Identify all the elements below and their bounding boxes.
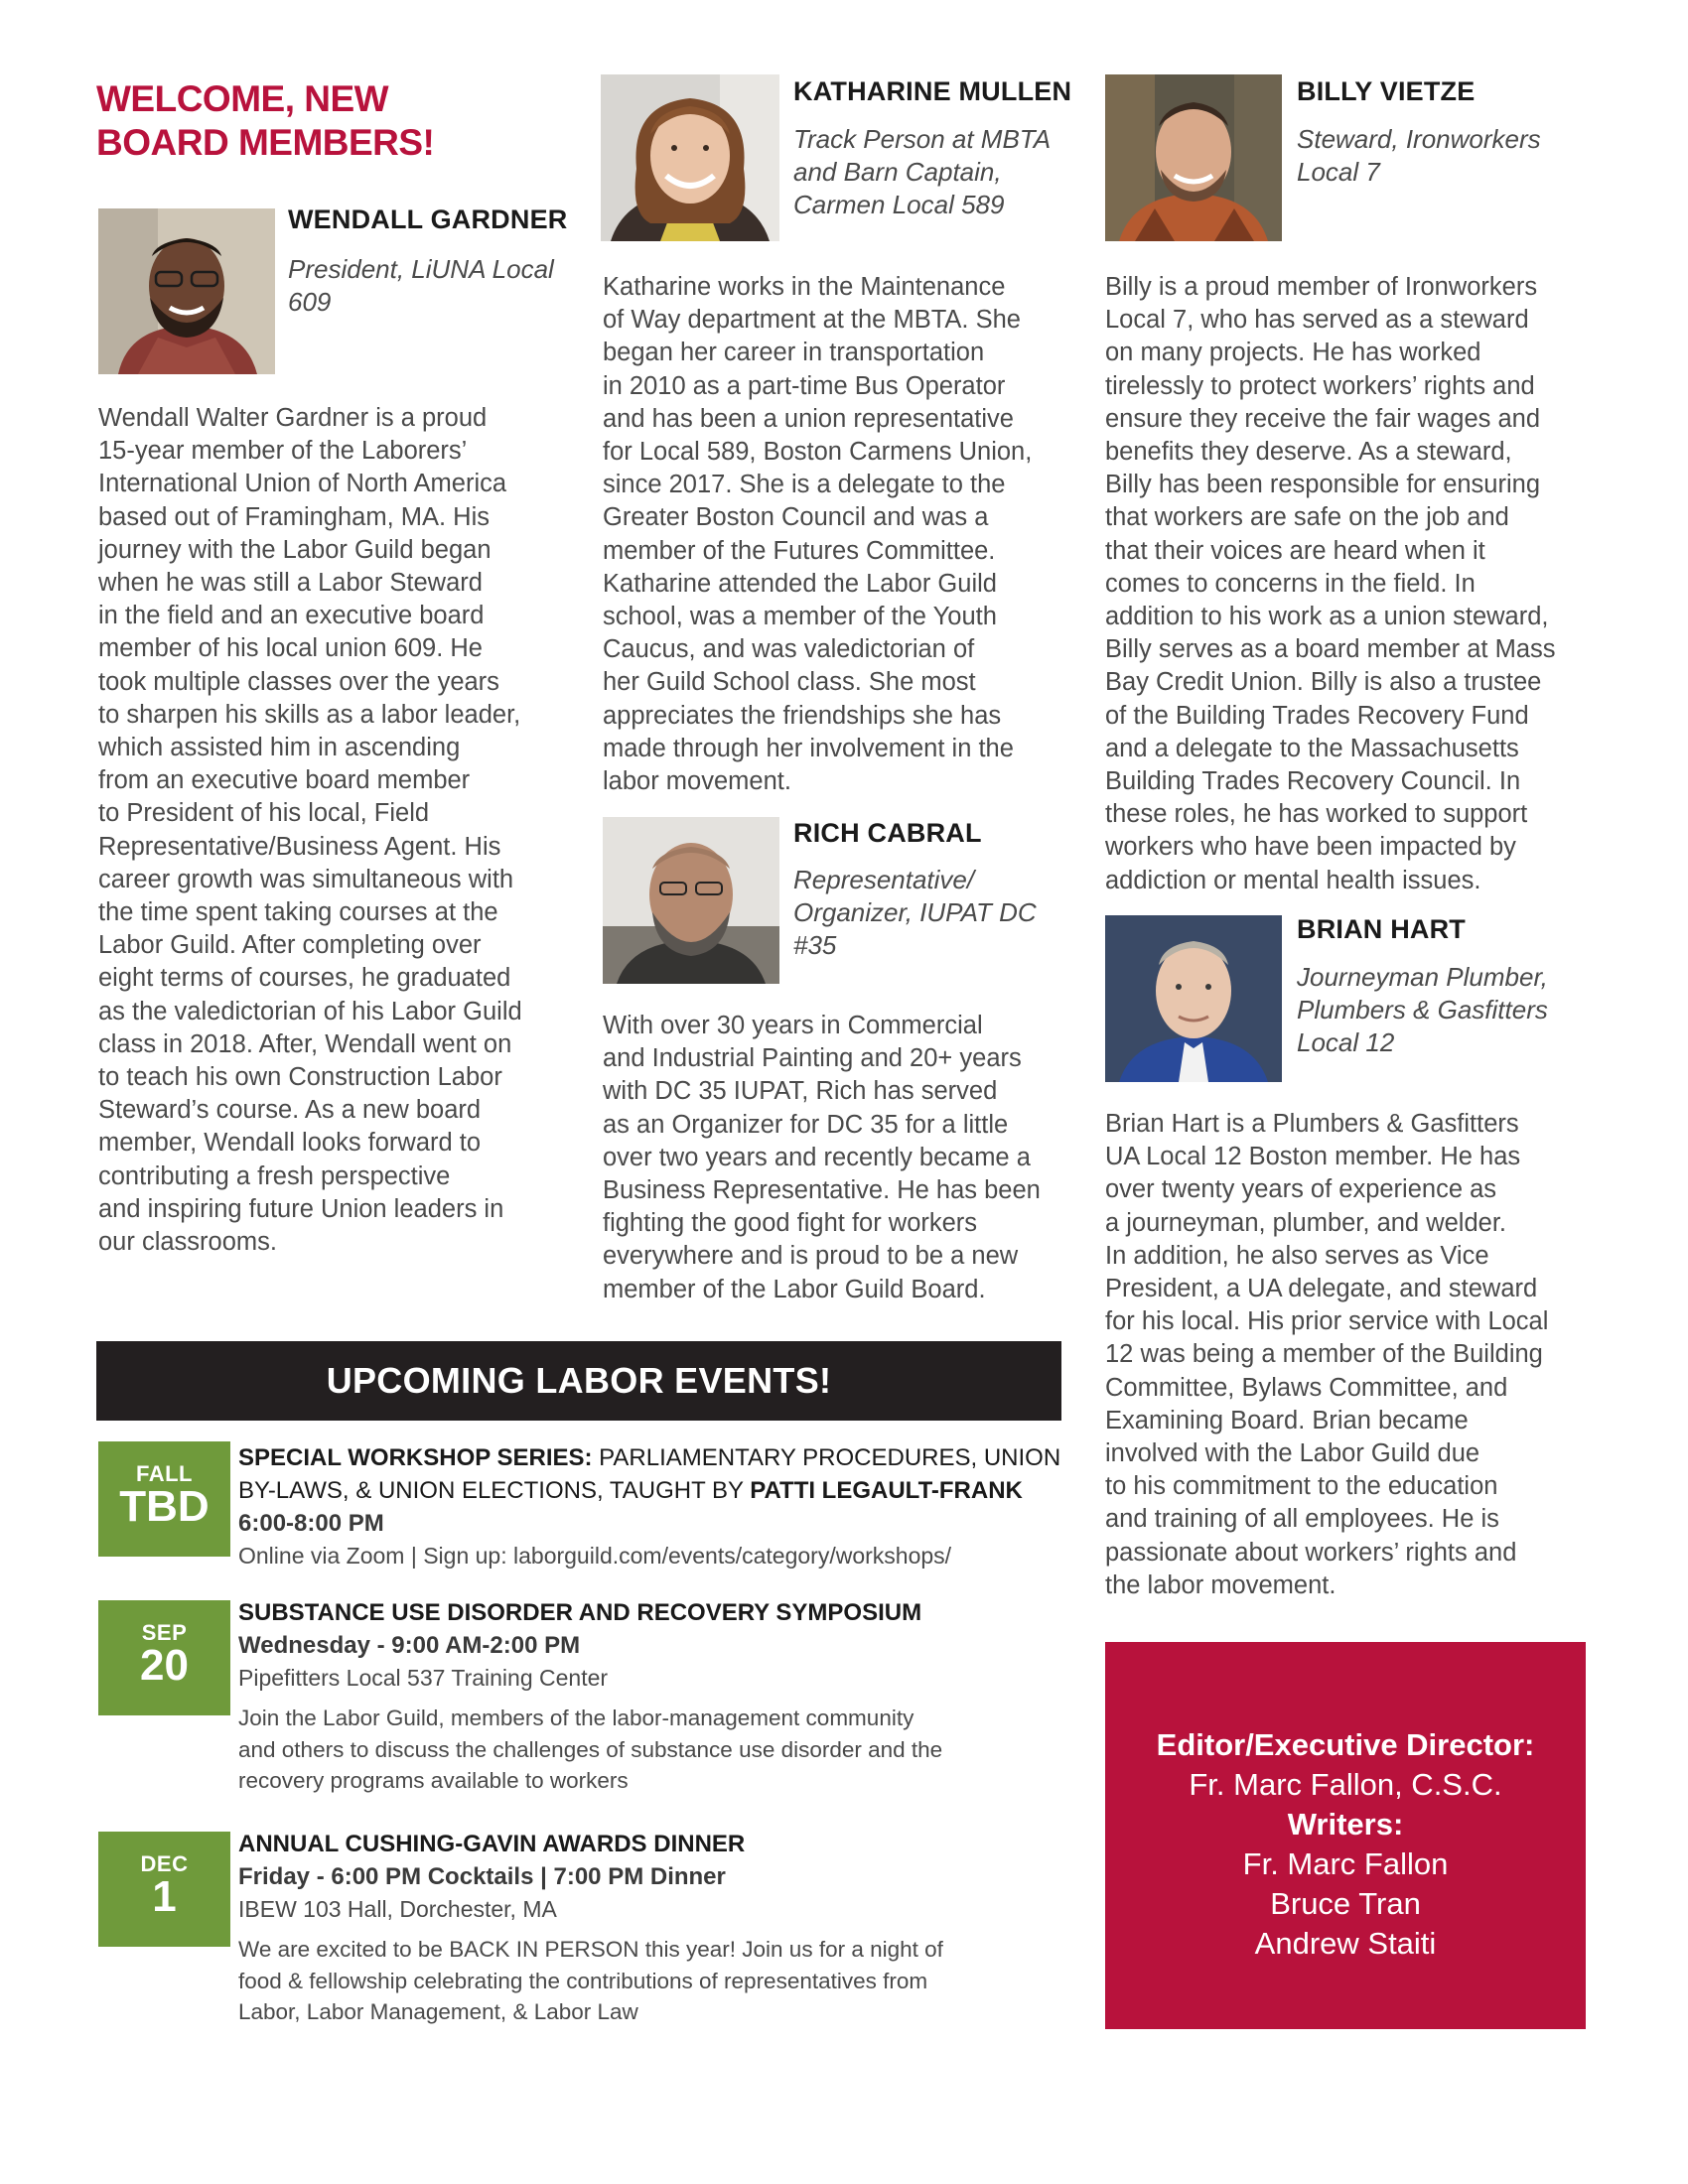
bio-line: began her career in transportation — [603, 339, 985, 367]
member-role-gardner — [288, 253, 554, 319]
bio-line: career growth was simultaneous with — [98, 865, 514, 893]
bio-line: and inspiring future Union leaders in — [98, 1194, 504, 1223]
page-headline — [96, 77, 434, 165]
portrait-mullen-image — [601, 74, 779, 241]
bio-line: Bay Credit Union. Billy is also a trustee — [1105, 668, 1542, 697]
member-name-mullen: KATHARINE MULLEN — [793, 76, 1072, 106]
member-bio-cabral — [603, 1010, 1041, 1306]
editor-label: Editor/Executive Director: — [1156, 1727, 1535, 1762]
role-line: Organizer, IUPAT DC — [793, 897, 1037, 927]
role-line: Plumbers & Gasfitters — [1297, 995, 1548, 1024]
bio-line: a journeyman, plumber, and welder. — [1105, 1208, 1506, 1237]
bio-line: Greater Boston Council and was a — [603, 503, 989, 532]
bio-line: Billy serves as a board member at Mass — [1105, 635, 1556, 664]
role-line: Journeyman Plumber, — [1297, 962, 1548, 992]
member-photo-gardner — [98, 208, 275, 374]
member-photo-cabral — [603, 817, 779, 984]
bio-line: with DC 35 IUPAT, Rich has served — [603, 1077, 998, 1106]
writers-label: Writers: — [1287, 1807, 1404, 1842]
role-line: Local 7 — [1297, 157, 1380, 187]
bio-line: everywhere and is proud to be a new — [603, 1242, 1019, 1271]
bio-line: the time spent taking courses at the — [98, 898, 498, 927]
event-time: Friday - 6:00 PM Cocktails | 7:00 PM Dinner — [238, 1863, 726, 1890]
event-title-bold: PATTI LEGAULT-FRANK — [750, 1477, 1023, 1504]
bio-line: to his commitment to the education — [1105, 1472, 1498, 1501]
portrait-cabral-image — [603, 817, 779, 984]
member-role-cabral — [793, 864, 1037, 962]
bio-line: addiction or mental health issues. — [1105, 866, 1481, 894]
event-location: IBEW 103 Hall, Dorchester, MA — [238, 1896, 557, 1922]
member-name-hart: BRIAN HART — [1297, 914, 1466, 944]
bio-line: Steward’s course. As a new board — [98, 1096, 482, 1125]
bio-line: as an Organizer for DC 35 for a little — [603, 1110, 1009, 1139]
bio-line: fighting the good fight for workers — [603, 1209, 978, 1238]
bio-line: and a delegate to the Massachusetts — [1105, 734, 1519, 762]
event-month: SEP — [141, 1620, 188, 1645]
member-photo-mullen — [601, 74, 779, 241]
event-date-badge — [98, 1441, 230, 1557]
event-title — [238, 1596, 1062, 1629]
bio-line: UA Local 12 Boston member. He has — [1105, 1143, 1521, 1171]
writer-name: Bruce Tran — [1270, 1886, 1421, 1921]
bio-line: contributing a fresh perspective — [98, 1161, 451, 1190]
headline-line-1: WELCOME, NEW — [96, 78, 389, 119]
event-day: TBD — [119, 1482, 210, 1531]
event-title-bold: ANNUAL CUSHING-GAVIN AWARDS DINNER — [238, 1831, 746, 1857]
bio-line: 12 was being a member of the Building — [1105, 1340, 1543, 1369]
bio-line: took multiple classes over the years — [98, 667, 499, 696]
bio-line: Caucus, and was valedictorian of — [603, 635, 975, 664]
editor-name: Fr. Marc Fallon, C.S.C. — [1189, 1767, 1502, 1802]
bio-line: over twenty years of experience as — [1105, 1175, 1497, 1204]
bio-line: that workers are safe on the job and — [1105, 503, 1509, 532]
bio-line: these roles, he has worked to support — [1105, 800, 1528, 829]
event-day: 1 — [152, 1872, 177, 1921]
bio-line: and training of all employees. He is — [1105, 1505, 1499, 1534]
bio-line: Katharine attended the Labor Guild — [603, 569, 997, 598]
bio-line: Building Trades Recovery Council. In — [1105, 767, 1521, 796]
event-time: 6:00-8:00 PM — [238, 1510, 384, 1537]
bio-line: passionate about workers’ rights and — [1105, 1538, 1517, 1567]
bio-line: Representative/Business Agent. His — [98, 832, 501, 861]
bio-line: labor movement. — [603, 767, 791, 796]
bio-line: based out of Framingham, MA. His — [98, 502, 490, 531]
event-month: DEC — [140, 1851, 189, 1876]
bio-line: and Industrial Painting and 20+ years — [603, 1044, 1022, 1073]
bio-line: International Union of North America — [98, 470, 507, 498]
bio-line: tirelessly to protect workers’ rights and — [1105, 371, 1535, 400]
bio-line: Local 7, who has served as a steward — [1105, 306, 1529, 335]
bio-line: Wendall Walter Gardner is a proud — [98, 404, 488, 432]
event-time: Wednesday - 9:00 AM-2:00 PM — [238, 1632, 581, 1659]
bio-line: and has been a union representative — [603, 404, 1014, 433]
member-bio-gardner — [98, 402, 522, 1259]
portrait-hart-image — [1105, 915, 1282, 1082]
bio-line: to sharpen his skills as a labor leader, — [98, 700, 521, 729]
event-item — [238, 1441, 1062, 1572]
headline-line-2: BOARD MEMBERS! — [96, 122, 435, 163]
member-name-cabral: RICH CABRAL — [793, 818, 982, 848]
event-month: FALL — [136, 1461, 193, 1486]
event-item — [238, 1828, 1062, 2028]
member-role-vietze — [1297, 123, 1541, 189]
bio-line: member, Wendall looks forward to — [98, 1129, 482, 1158]
event-description-line: recovery programs available to workers — [238, 1768, 629, 1793]
bio-line: Katharine works in the Maintenance — [603, 273, 1006, 301]
bio-line: of Way department at the MBTA. She — [603, 306, 1021, 335]
bio-line: journey with the Labor Guild began — [98, 535, 492, 564]
event-date-badge — [98, 1600, 230, 1715]
bio-line: made through her involvement in the — [603, 734, 1014, 762]
bio-line: from an executive board member — [98, 766, 471, 795]
events-banner: UPCOMING LABOR EVENTS! — [96, 1341, 1061, 1421]
bio-line: With over 30 years in Commercial — [603, 1012, 983, 1039]
event-location: Online via Zoom | Sign up: laborguild.com/events/category/workshops/ — [238, 1543, 952, 1569]
member-role-hart — [1297, 961, 1548, 1059]
bio-line: addition to his work as a union steward, — [1105, 603, 1549, 631]
event-title — [238, 1828, 1062, 1860]
role-line: Carmen Local 589 — [793, 190, 1005, 219]
member-bio-mullen — [603, 271, 1032, 798]
event-description — [238, 1703, 1062, 1797]
event-location: Pipefitters Local 537 Training Center — [238, 1665, 609, 1691]
bio-line: involved with the Labor Guild due — [1105, 1439, 1480, 1468]
bio-line: benefits they deserve. As a steward, — [1105, 438, 1512, 467]
bio-line: that their voices are heard when it — [1105, 536, 1485, 565]
role-line: Steward, Ironworkers — [1297, 124, 1541, 154]
bio-line: of the Building Trades Recovery Fund — [1105, 701, 1529, 730]
bio-line: Labor Guild. After completing over — [98, 931, 482, 960]
bio-line: for Local 589, Boston Carmens Union, — [603, 438, 1033, 467]
event-title — [238, 1441, 1062, 1507]
event-description — [238, 1934, 1062, 2028]
credits-box — [1105, 1642, 1586, 2029]
bio-line: since 2017. She is a delegate to the — [603, 471, 1006, 499]
event-day: 20 — [140, 1641, 189, 1690]
bio-line: as the valedictorian of his Labor Guild — [98, 997, 522, 1025]
bio-line: Business Representative. He has been — [603, 1176, 1041, 1205]
member-name-gardner: WENDALL GARDNER — [288, 205, 568, 234]
role-line: Local 12 — [1297, 1027, 1395, 1057]
role-line: Representative/ — [793, 865, 975, 894]
bio-line: over two years and recently became a — [603, 1143, 1031, 1171]
bio-line: Brian Hart is a Plumbers & Gasfitters — [1105, 1110, 1519, 1138]
bio-line: ensure they receive the fair wages and — [1105, 404, 1541, 433]
member-photo-hart — [1105, 915, 1282, 1082]
event-item — [238, 1596, 1062, 1797]
member-bio-hart — [1105, 1108, 1548, 1602]
member-name-vietze: BILLY VIETZE — [1297, 76, 1476, 106]
event-title-bold: SUBSTANCE USE DISORDER AND RECOVERY SYMPOSIUM — [238, 1599, 922, 1626]
role-line: Track Person at MBTA — [793, 124, 1052, 154]
member-photo-vietze — [1105, 74, 1282, 241]
bio-line: her Guild School class. She most — [603, 668, 976, 697]
role-line: and Barn Captain, — [793, 157, 1002, 187]
bio-line: to teach his own Construction Labor — [98, 1063, 502, 1092]
role-line: President, LiUNA Local — [288, 254, 554, 284]
bio-line: our classrooms. — [98, 1228, 277, 1257]
bio-line: when he was still a Labor Steward — [98, 569, 483, 598]
event-description-line: food & fellowship celebrating the contributions of representatives from — [238, 1968, 928, 1993]
bio-line: for his local. His prior service with Local — [1105, 1307, 1549, 1336]
event-description-line: Labor, Labor Management, & Labor Law — [238, 1999, 638, 2024]
bio-line: eight terms of courses, he graduated — [98, 964, 511, 993]
event-title-text: BY-LAWS, & UNION ELECTIONS, TAUGHT BY — [238, 1477, 751, 1504]
event-description-line: and others to discuss the challenges of substance use disorder and the — [238, 1736, 943, 1762]
bio-line: member of his local union 609. He — [98, 634, 483, 663]
bio-line: which assisted him in ascending — [98, 734, 461, 762]
bio-line: Billy has been responsible for ensuring — [1105, 471, 1541, 499]
bio-line: the labor movement. — [1105, 1570, 1336, 1599]
writer-name: Fr. Marc Fallon — [1242, 1846, 1449, 1881]
bio-line: class in 2018. After, Wendall went on — [98, 1029, 512, 1058]
portrait-gardner-image — [98, 208, 275, 374]
bio-line: member of the Labor Guild Board. — [603, 1275, 986, 1303]
bio-line: Committee, Bylaws Committee, and — [1105, 1373, 1508, 1402]
event-title-text: PARLIAMENTARY PROCEDURES, UNION — [592, 1444, 1061, 1471]
bio-line: appreciates the friendships she has — [603, 701, 1002, 730]
event-description-line: Join the Labor Guild, members of the labor-management community — [238, 1706, 914, 1730]
portrait-vietze-image — [1105, 74, 1282, 241]
bio-line: school, was a member of the Youth — [603, 603, 997, 631]
bio-line: comes to concerns in the field. In — [1105, 569, 1476, 598]
bio-line: Billy is a proud member of Ironworkers — [1105, 273, 1538, 301]
bio-line: In addition, he also serves as Vice — [1105, 1241, 1489, 1270]
writer-name: Andrew Staiti — [1254, 1926, 1437, 1961]
role-line: 609 — [288, 287, 332, 317]
event-title-bold: SPECIAL WORKSHOP SERIES: — [238, 1444, 593, 1471]
member-bio-vietze — [1105, 271, 1556, 897]
event-date-badge — [98, 1832, 230, 1947]
bio-line: member of the Futures Committee. — [603, 536, 996, 565]
member-role-mullen — [793, 123, 1051, 221]
bio-line: on many projects. He has worked — [1105, 339, 1481, 367]
bio-line: 15-year member of the Laborers’ — [98, 437, 468, 466]
bio-line: Examining Board. Brian became — [1105, 1406, 1469, 1434]
bio-line: in 2010 as a part-time Bus Operator — [603, 371, 1006, 400]
bio-line: in the field and an executive board — [98, 602, 485, 630]
bio-line: President, a UA delegate, and steward — [1105, 1275, 1538, 1303]
event-description-line: We are excited to be BACK IN PERSON this year! Join us for a night of — [238, 1937, 943, 1962]
bio-line: workers who have been impacted by — [1105, 833, 1516, 862]
bio-line: to President of his local, Field — [98, 799, 430, 828]
role-line: #35 — [793, 930, 837, 960]
